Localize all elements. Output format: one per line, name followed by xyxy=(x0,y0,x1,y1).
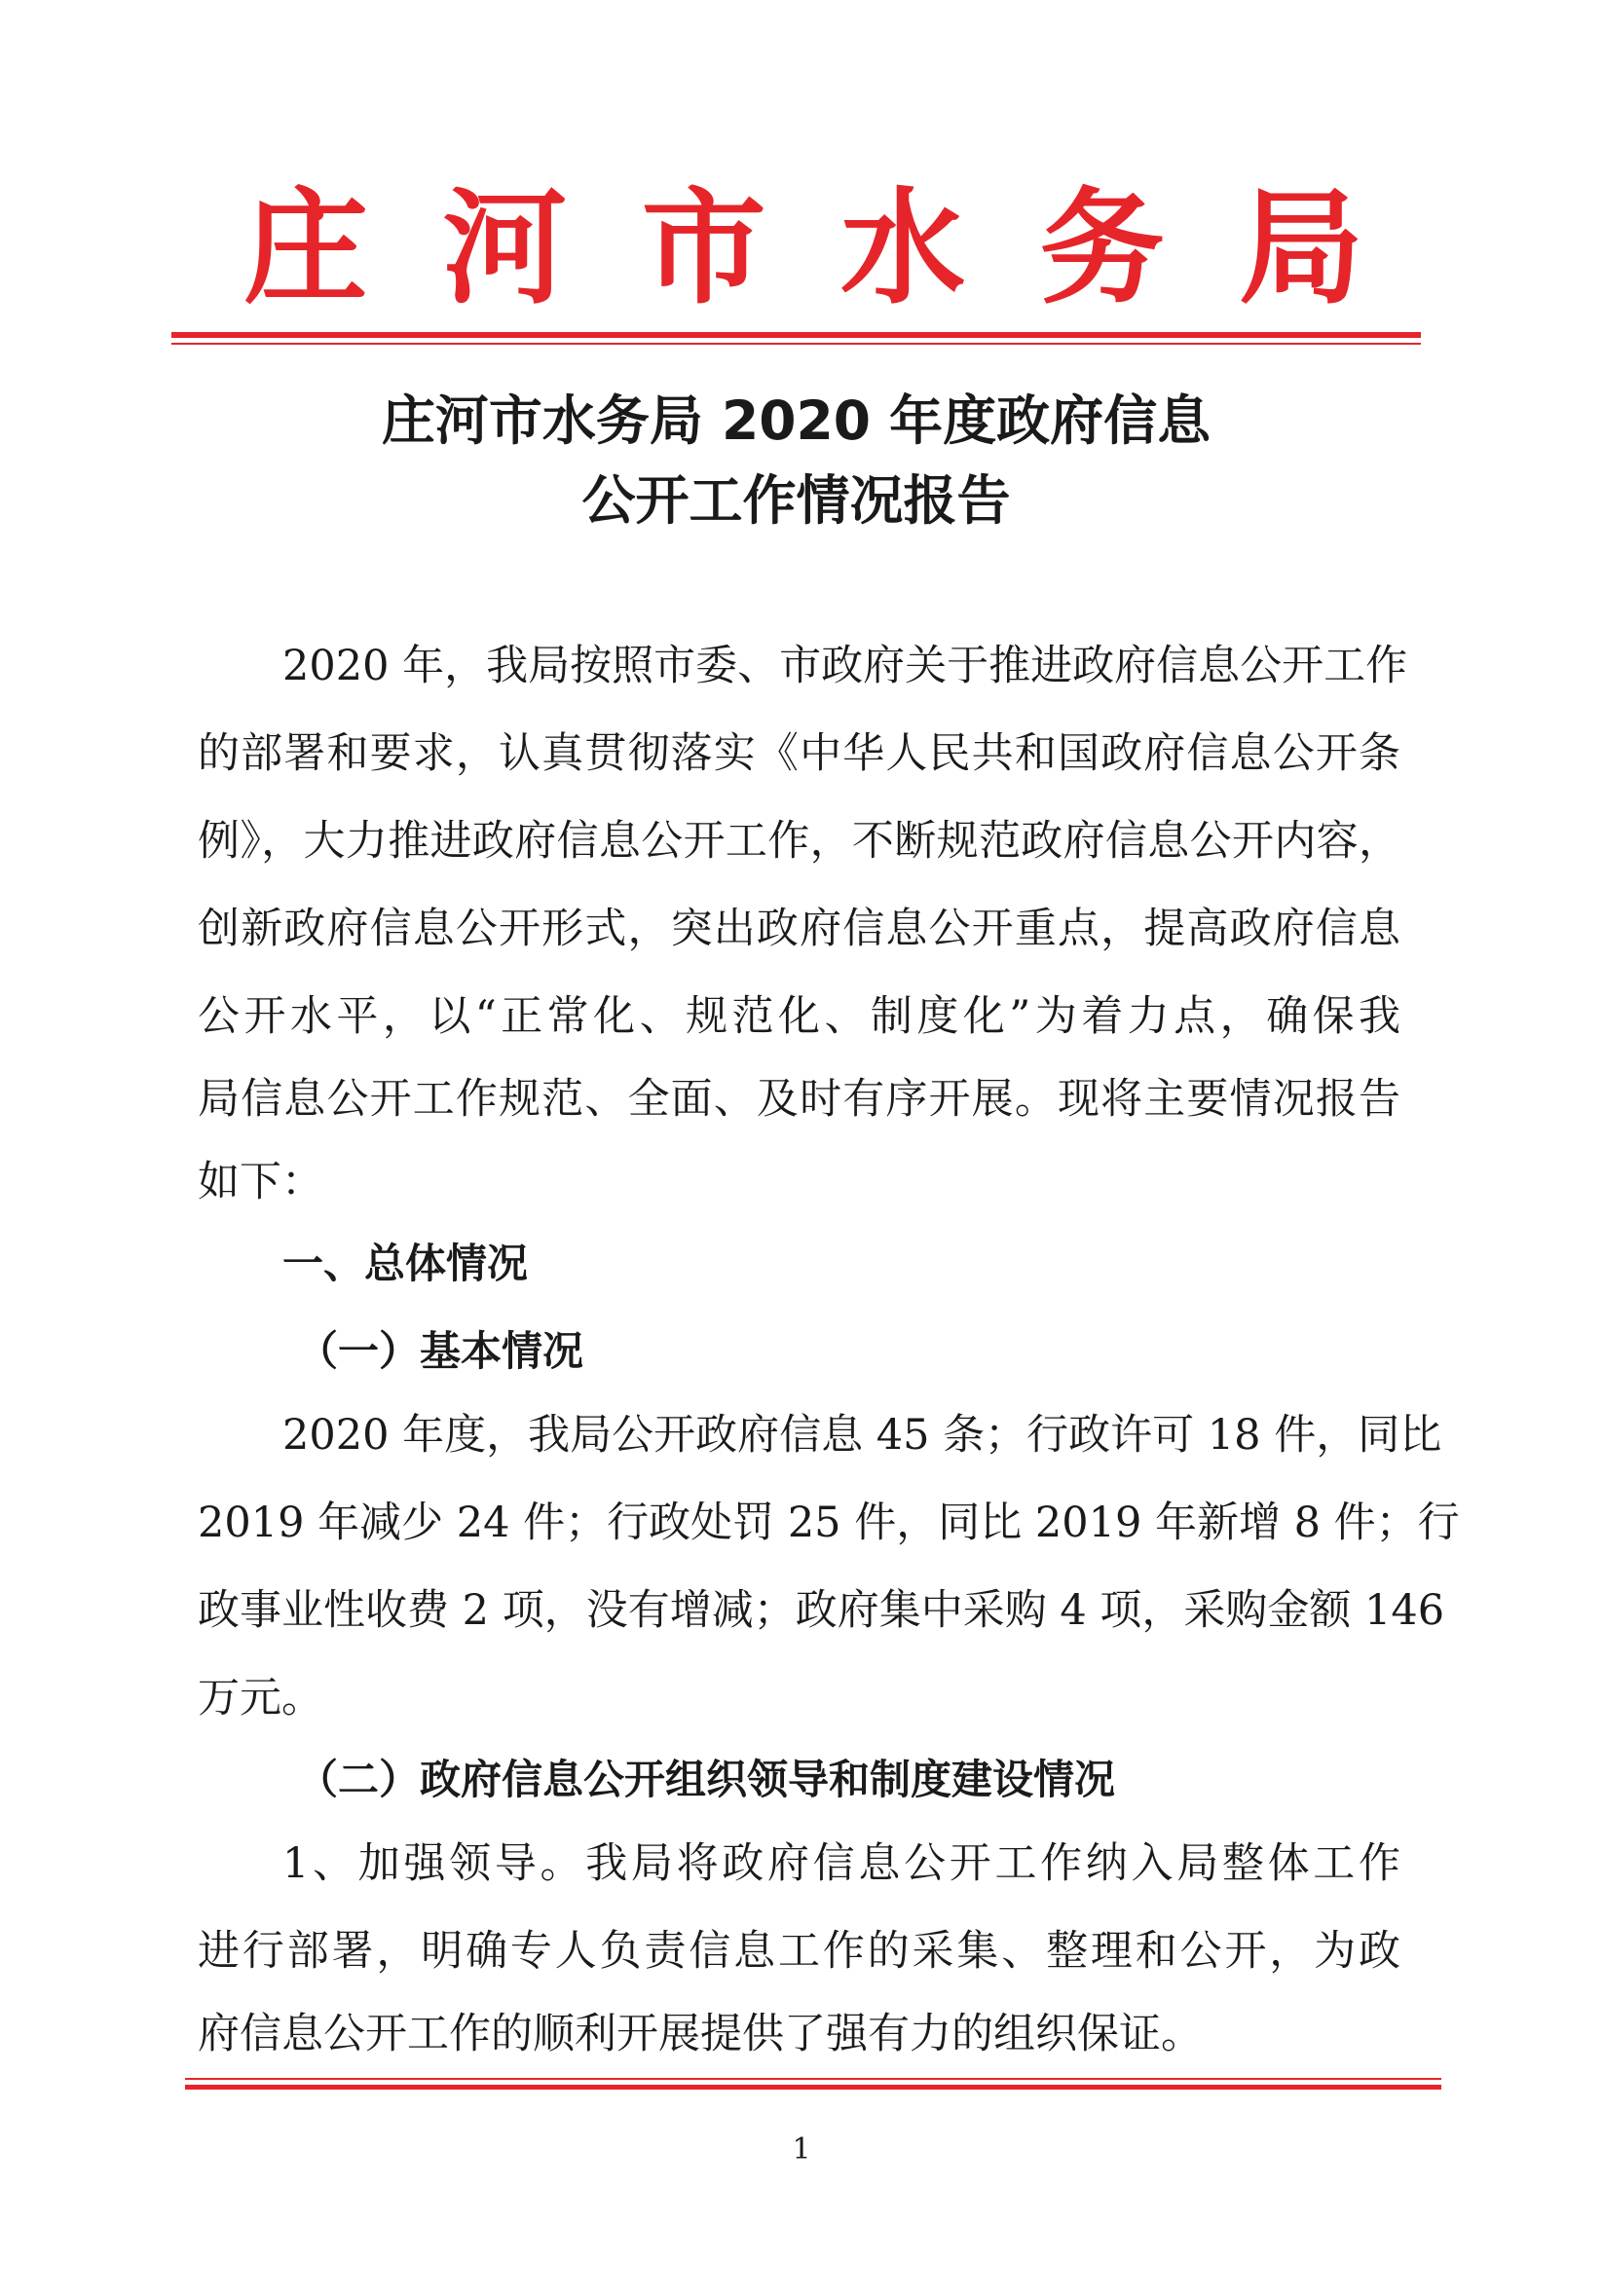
letterhead-char: 水 xyxy=(840,175,966,321)
document-title-line-2: 公开工作情况报告 xyxy=(581,469,1011,532)
footer-rule-thick xyxy=(185,2085,1441,2090)
letterhead-rule-thick xyxy=(171,332,1421,338)
paragraph-line: 进行部署，明确专人负责信息工作的采集、整理和公开，为政 xyxy=(198,1927,1400,1976)
paragraph-line: 局信息公开工作规范、全面、及时有序开展。现将主要情况报告 xyxy=(198,1075,1400,1124)
letterhead xyxy=(243,175,1363,321)
paragraph-line: 2020 年度，我局公开政府信息 45 条；行政许可 18 件，同比 xyxy=(282,1411,1442,1460)
paragraph-line: 1、加强领导。我局将政府信息公开工作纳入局整体工作 xyxy=(282,1839,1400,1888)
paragraph-line: 的部署和要求，认真贯彻落实《中华人民共和国政府信息公开条 xyxy=(198,729,1400,778)
letterhead-char: 务 xyxy=(1039,175,1165,321)
paragraph-line: 创新政府信息公开形式，突出政府信息公开重点，提高政府信息 xyxy=(198,905,1400,953)
paragraph-line: 政事业性收费 2 项，没有增减；政府集中采购 4 项，采购金额 146 xyxy=(198,1586,1445,1635)
footer-rule-thin xyxy=(185,2078,1441,2080)
section-heading: 一、总体情况 xyxy=(282,1240,529,1287)
paragraph-line: 府信息公开工作的顺利开展提供了强有力的组织保证。 xyxy=(198,2010,1203,2058)
page-number: 1 xyxy=(792,2132,811,2166)
letterhead-char: 局 xyxy=(1238,175,1363,321)
document-title-line-1: 庄河市水务局 2020 年度政府信息 xyxy=(381,389,1212,452)
letterhead-char: 河 xyxy=(442,175,568,321)
paragraph-line: 例》，大力推进政府信息公开工作，不断规范政府信息公开内容， xyxy=(198,817,1400,866)
letterhead-char: 市 xyxy=(641,175,766,321)
paragraph-line: 2020 年，我局按照市委、市政府关于推进政府信息公开工作 xyxy=(282,642,1408,690)
subsection-heading: （一）基本情况 xyxy=(297,1327,584,1375)
paragraph-line: 公开水平，以“正常化、规范化、制度化”为着力点，确保我 xyxy=(198,992,1400,1041)
paragraph-line: 2019 年减少 24 件；行政处罚 25 件，同比 2019 年新增 8 件；行 xyxy=(198,1499,1460,1547)
paragraph-line: 万元。 xyxy=(198,1674,323,1722)
letterhead-char: 庄 xyxy=(243,175,369,321)
subsection-heading: （二）政府信息公开组织领导和制度建设情况 xyxy=(297,1756,1116,1803)
paragraph-line: 如下： xyxy=(198,1158,323,1206)
letterhead-rule-thin xyxy=(171,343,1421,345)
